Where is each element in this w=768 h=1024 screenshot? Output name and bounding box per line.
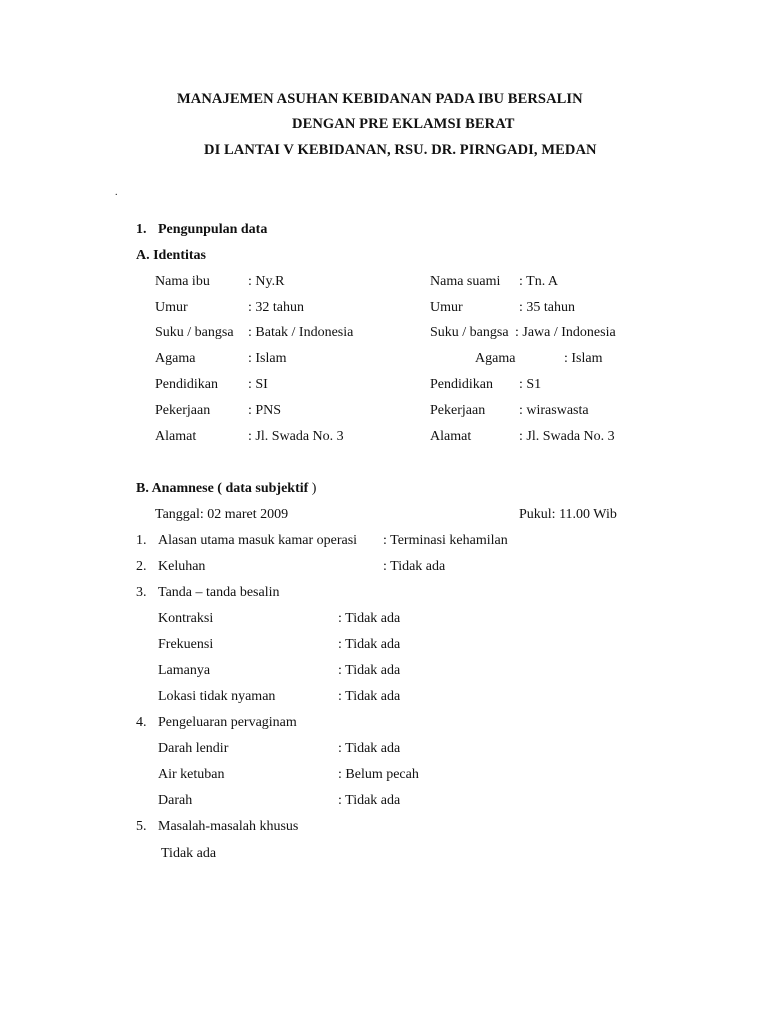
item-5-number: 5. bbox=[136, 819, 147, 834]
ibu-agama-value: : Islam bbox=[248, 351, 287, 366]
suami-suku-label: Suku / bangsa bbox=[430, 325, 509, 340]
lamanya-label: Lamanya bbox=[158, 663, 211, 678]
anamnese-heading bbox=[136, 482, 316, 496]
anamnese-heading-bold: B. Anamnese ( data subjektif bbox=[136, 481, 309, 496]
ibu-nama-value: : Ny.R bbox=[248, 274, 285, 289]
suami-pekerjaan-value: : wiraswasta bbox=[519, 403, 589, 418]
masalah-value: Tidak ada bbox=[161, 846, 217, 861]
darah-lendir-value: : Tidak ada bbox=[338, 741, 401, 756]
frekuensi-value: : Tidak ada bbox=[338, 637, 401, 652]
lokasi-value: : Tidak ada bbox=[338, 689, 401, 704]
item-1-value: : Terminasi kehamilan bbox=[383, 533, 508, 548]
darah-value: : Tidak ada bbox=[338, 793, 401, 808]
document-title-line-1: MANAJEMEN ASUHAN KEBIDANAN PADA IBU BERSALIN bbox=[177, 91, 583, 107]
suami-umur-value: : 35 tahun bbox=[519, 300, 575, 315]
suami-alamat-label: Alamat bbox=[430, 429, 472, 444]
lamanya-value: : Tidak ada bbox=[338, 663, 401, 678]
item-1-label: Alasan utama masuk kamar operasi bbox=[158, 533, 358, 548]
ibu-alamat-value: : Jl. Swada No. 3 bbox=[248, 429, 344, 444]
suami-nama-label: Nama suami bbox=[430, 274, 501, 289]
frekuensi-label: Frekuensi bbox=[158, 637, 214, 652]
ibu-umur-value: : 32 tahun bbox=[248, 300, 304, 315]
section-1-number: 1. bbox=[136, 222, 147, 237]
ibu-nama-label: Nama ibu bbox=[155, 274, 210, 289]
item-1-number: 1. bbox=[136, 533, 147, 548]
kontraksi-value: : Tidak ada bbox=[338, 611, 401, 626]
lokasi-label: Lokasi tidak nyaman bbox=[158, 689, 276, 704]
darah-label: Darah bbox=[158, 793, 193, 808]
ibu-suku-value: : Batak / Indonesia bbox=[248, 325, 354, 340]
pukul: Pukul: 11.00 Wib bbox=[519, 507, 617, 522]
anamnese-heading-tail: ) bbox=[308, 481, 317, 496]
document-title-line-2: DENGAN PRE EKLAMSI BERAT bbox=[292, 116, 515, 132]
item-3-label: Tanda – tanda besalin bbox=[158, 585, 280, 600]
air-ketuban-label: Air ketuban bbox=[158, 767, 225, 782]
darah-lendir-label: Darah lendir bbox=[158, 741, 229, 756]
tanggal: Tanggal: 02 maret 2009 bbox=[155, 507, 289, 522]
ibu-pendidikan-value: : SI bbox=[248, 377, 268, 392]
item-2-value: : Tidak ada bbox=[383, 559, 446, 574]
item-5-label: Masalah-masalah khusus bbox=[158, 819, 299, 834]
suami-pendidikan-value: : S1 bbox=[519, 377, 542, 392]
ibu-pendidikan-label: Pendidikan bbox=[155, 377, 218, 392]
ibu-pekerjaan-label: Pekerjaan bbox=[155, 403, 211, 418]
suami-pendidikan-label: Pendidikan bbox=[430, 377, 493, 392]
ibu-alamat-label: Alamat bbox=[155, 429, 197, 444]
suami-agama-label: Agama bbox=[475, 351, 516, 366]
section-1-heading: Pengunpulan data bbox=[158, 222, 268, 237]
suami-agama-value: : Islam bbox=[564, 351, 603, 366]
suami-suku-value: : Jawa / Indonesia bbox=[515, 325, 616, 340]
item-4-number: 4. bbox=[136, 715, 147, 730]
suami-pekerjaan-label: Pekerjaan bbox=[430, 403, 486, 418]
item-2-number: 2. bbox=[136, 559, 147, 574]
ibu-agama-label: Agama bbox=[155, 351, 196, 366]
suami-umur-label: Umur bbox=[430, 300, 463, 315]
stray-mark: . bbox=[115, 187, 118, 198]
suami-nama-value: : Tn. A bbox=[519, 274, 559, 289]
identitas-heading: A. Identitas bbox=[136, 248, 207, 263]
kontraksi-label: Kontraksi bbox=[158, 611, 214, 626]
ibu-pekerjaan-value: : PNS bbox=[248, 403, 282, 418]
item-3-number: 3. bbox=[136, 585, 147, 600]
item-4-label: Pengeluaran pervaginam bbox=[158, 715, 297, 730]
suami-alamat-value: : Jl. Swada No. 3 bbox=[519, 429, 615, 444]
document-title-line-3: DI LANTAI V KEBIDANAN, RSU. DR. PIRNGADI, MEDAN bbox=[204, 142, 597, 158]
item-2-label: Keluhan bbox=[158, 559, 206, 574]
ibu-suku-label: Suku / bangsa bbox=[155, 325, 234, 340]
ibu-umur-label: Umur bbox=[155, 300, 188, 315]
air-ketuban-value: : Belum pecah bbox=[338, 767, 419, 782]
